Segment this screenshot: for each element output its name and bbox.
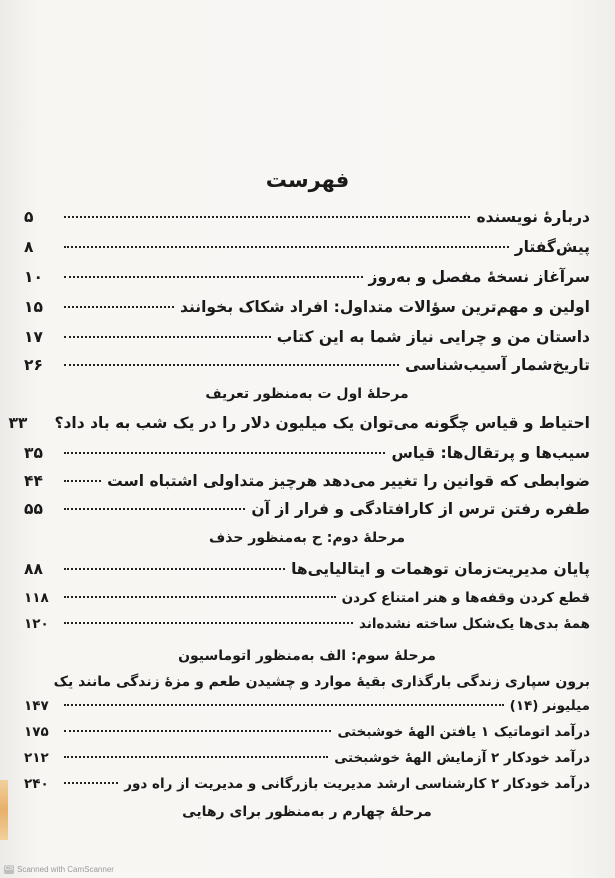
leader-dots [64, 480, 101, 482]
section-heading: مرحلهٔ اول ت به‌منظور تعریف [205, 386, 409, 402]
toc-entry-page: ۵۵ [24, 500, 43, 518]
toc-entry-label: داستان من و چرایی نیاز شما به این کتاب [276, 328, 590, 346]
toc-entry[interactable] [24, 328, 590, 354]
toc-entry-page: ۱۰ [24, 268, 43, 286]
toc-entry-page: ۵ [24, 208, 34, 226]
leader-dots [64, 452, 385, 454]
toc-entry[interactable] [24, 724, 590, 750]
scanner-watermark [4, 865, 114, 874]
toc-entry-wrapped-line: برون سپاری زندگی بارگذاری بقیهٔ موارد و چشیدن طعم و مزهٔ زندگی مانند یک [53, 674, 590, 690]
toc-entry-page: ۱۲۰ [24, 616, 49, 632]
toc-entry[interactable] [24, 444, 590, 470]
leader-dots [64, 364, 399, 366]
section-heading: مرحلهٔ دوم: ح به‌منظور حذف [208, 530, 406, 546]
leader-dots [64, 756, 328, 758]
toc-entry-page: ۲۴۰ [24, 776, 49, 792]
toc-entry-page: ۲۶ [24, 356, 43, 374]
toc-entry-page: ۱۴۷ [24, 698, 49, 714]
toc-entry-page: ۱۷ [24, 328, 43, 346]
scanner-watermark-text: Scanned with CamScanner [17, 865, 114, 874]
toc-entry[interactable] [24, 356, 590, 382]
leader-dots [64, 508, 245, 510]
toc-entry-page: ۸ [24, 238, 34, 256]
toc-entry-page: ۱۷۵ [24, 724, 49, 740]
toc-entry-label: همهٔ بدی‌ها یک‌شکل ساخته نشده‌اند [359, 616, 590, 632]
toc-entry[interactable] [8, 414, 590, 440]
toc-entry[interactable] [24, 298, 590, 324]
toc-entry-label: طفره رفتن ترس از کارافتادگی و فرار از آن [251, 500, 590, 518]
toc-entry-page: ۳۳ [8, 414, 28, 432]
toc-entry-page: ۳۵ [24, 444, 43, 462]
toc-entry-page: ۲۱۲ [24, 750, 49, 766]
toc-entry-page: ۴۴ [24, 472, 43, 490]
toc-entry[interactable] [24, 500, 590, 526]
camscanner-icon: CS [4, 866, 14, 872]
leader-dots [64, 704, 504, 706]
toc-entry-label: پیش‌گفتار [514, 238, 590, 256]
toc-entry[interactable] [24, 238, 590, 264]
toc-entry-label: ضوابطی که قوانین را تغییر می‌دهد هرچیز متداولی اشتباه است [107, 472, 590, 490]
toc-entry-page: ۱۱۸ [24, 590, 49, 606]
toc-title: فهرست [265, 168, 350, 192]
toc-entry[interactable] [24, 776, 590, 802]
toc-entry-label: دربارهٔ نویسنده [476, 208, 590, 226]
toc-entry[interactable] [24, 472, 590, 498]
section-heading: مرحلهٔ سوم: الف به‌منظور اتوماسیون [178, 648, 436, 664]
leader-dots [64, 568, 285, 570]
toc-entry-label: سرآغاز نسخهٔ مفصل و به‌روز [368, 268, 590, 286]
toc-entry-label: تاریخ‌شمار آسیب‌شناسی [405, 356, 590, 374]
toc-entry[interactable] [24, 268, 590, 294]
leader-dots [64, 596, 336, 598]
leader-dots [64, 782, 118, 784]
leader-dots [64, 276, 363, 278]
leader-dots [64, 622, 353, 624]
toc-entry-label: میلیونر (۱۴) [509, 698, 590, 714]
toc-entry[interactable] [24, 698, 590, 724]
toc-entry[interactable] [24, 616, 590, 642]
toc-entry-label: سیب‌ها و پرتقال‌ها: قیاس [391, 444, 590, 462]
toc-entry-page: ۱۵ [24, 298, 43, 316]
toc-entry-label: درآمد خودکار ۲ کارشناسی ارشد مدیریت بازرگانی و مدیریت از راه دور [124, 776, 590, 792]
leader-dots [64, 306, 174, 308]
toc-entry-label: درآمد خودکار ۲ آزمایش الههٔ خوشبختی [334, 750, 590, 766]
toc-entry-label: اولین و مهم‌ترین سؤالات متداول: افراد شکاک بخوانند [180, 298, 590, 316]
toc-entry-label: احتیاط و قیاس چگونه می‌توان یک میلیون دلار را در یک شب به باد داد؟ [54, 414, 590, 432]
toc-entry[interactable] [24, 560, 590, 586]
leader-dots [64, 336, 271, 338]
toc-entry-page: ۸۸ [24, 560, 43, 578]
toc-entry[interactable] [24, 750, 590, 776]
leader-dots [64, 730, 331, 732]
leader-dots [64, 246, 509, 248]
page-edge-color [0, 780, 8, 840]
toc-entry-label: درآمد اتوماتیک ۱ یافتن الههٔ خوشبختی [337, 724, 590, 740]
toc-entry[interactable] [24, 208, 590, 234]
toc-entry-label: پایان مدیریت‌زمان توهمات و ایتالیایی‌ها [291, 560, 590, 578]
leader-dots [64, 216, 470, 218]
toc-entry[interactable] [24, 590, 590, 616]
section-heading: مرحلهٔ چهارم ر به‌منظور برای رهایی [182, 804, 432, 820]
toc-entry-label: قطع کردن وقفه‌ها و هنر امتناع کردن [341, 590, 590, 606]
